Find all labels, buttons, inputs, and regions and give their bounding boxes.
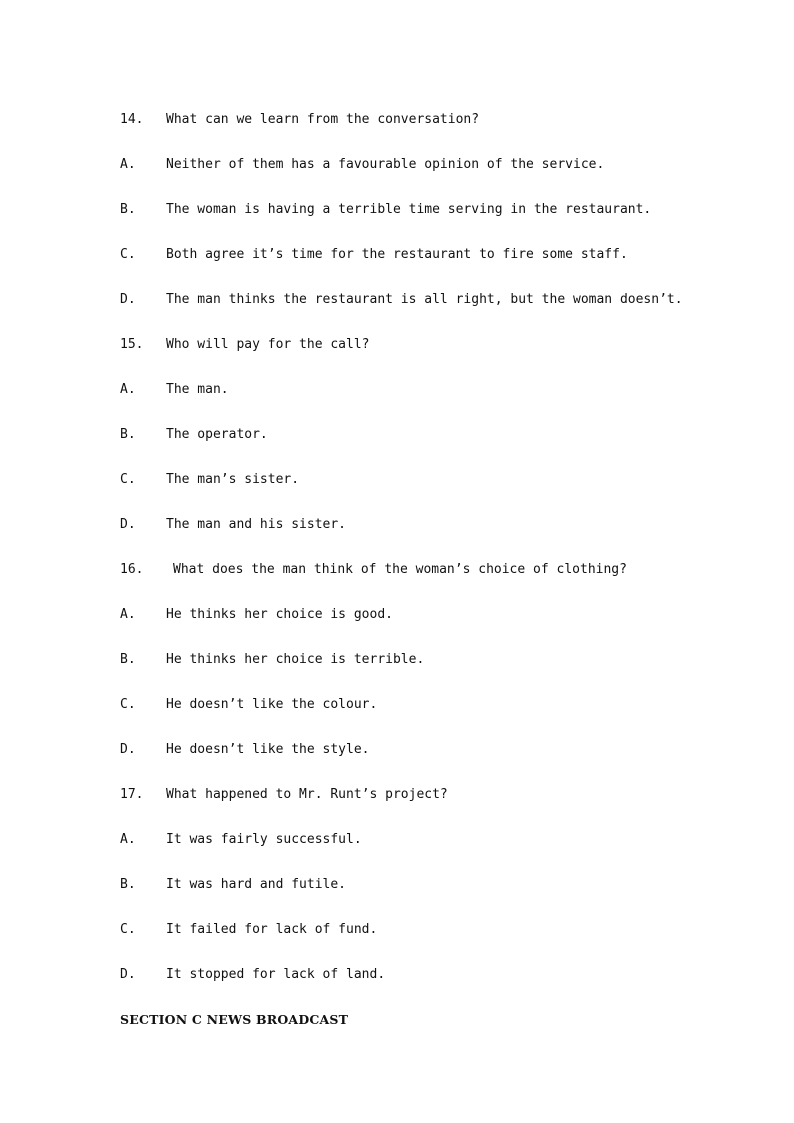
option-16-c xyxy=(120,695,760,740)
option-letter: B. xyxy=(120,652,136,667)
option-text: The man. xyxy=(166,382,229,397)
option-16-b xyxy=(120,650,760,695)
option-14-a xyxy=(120,155,760,200)
question-14 xyxy=(120,110,760,155)
question-text: What can we learn from the conversation? xyxy=(166,112,480,127)
option-letter: D. xyxy=(120,742,136,757)
option-letter: C. xyxy=(120,247,136,262)
option-text: It stopped for lack of land. xyxy=(166,967,386,982)
question-16 xyxy=(120,560,760,605)
option-text: It was hard and futile. xyxy=(166,877,347,892)
question-number: 16. xyxy=(120,562,144,577)
option-text: The man thinks the restaurant is all right, but the woman doesn’t. xyxy=(166,292,683,307)
option-14-b xyxy=(120,200,760,245)
question-15 xyxy=(120,335,760,380)
option-text: It was fairly successful. xyxy=(166,832,362,847)
option-17-b xyxy=(120,875,760,920)
option-16-a xyxy=(120,605,760,650)
option-letter: D. xyxy=(120,292,136,307)
option-text: Neither of them has a favourable opinion of the service. xyxy=(166,157,605,172)
option-letter: B. xyxy=(120,202,136,217)
option-text: It failed for lack of fund. xyxy=(166,922,378,937)
option-17-a xyxy=(120,830,760,875)
option-letter: A. xyxy=(120,607,136,622)
question-text: What does the man think of the woman’s choice of clothing? xyxy=(173,562,627,577)
option-letter: B. xyxy=(120,427,136,442)
option-letter: C. xyxy=(120,472,136,487)
option-14-c xyxy=(120,245,760,290)
option-letter: D. xyxy=(120,967,136,982)
option-letter: C. xyxy=(120,922,136,937)
option-letter: D. xyxy=(120,517,136,532)
option-text: The operator. xyxy=(166,427,268,442)
option-letter: B. xyxy=(120,877,136,892)
question-text: What happened to Mr. Runt’s project? xyxy=(166,787,448,802)
option-15-c xyxy=(120,470,760,515)
option-17-d xyxy=(120,965,760,1010)
option-letter: A. xyxy=(120,382,136,397)
option-text: The man’s sister. xyxy=(166,472,300,487)
question-text: Who will pay for the call? xyxy=(166,337,370,352)
option-14-d xyxy=(120,290,760,335)
option-17-c xyxy=(120,920,760,965)
option-letter: C. xyxy=(120,697,136,712)
question-number: 15. xyxy=(120,337,144,352)
option-text: Both agree it’s time for the restaurant to fire some staff. xyxy=(166,247,628,262)
section-heading: SECTION C NEWS BROADCAST xyxy=(120,1012,349,1027)
option-letter: A. xyxy=(120,157,136,172)
option-text: The man and his sister. xyxy=(166,517,347,532)
question-17 xyxy=(120,785,760,830)
option-15-d xyxy=(120,515,760,560)
option-letter: A. xyxy=(120,832,136,847)
option-15-a xyxy=(120,380,760,425)
option-15-b xyxy=(120,425,760,470)
option-16-d xyxy=(120,740,760,785)
option-text: He thinks her choice is terrible. xyxy=(166,652,425,667)
option-text: He doesn’t like the colour. xyxy=(166,697,378,712)
option-text: He doesn’t like the style. xyxy=(166,742,370,757)
option-text: The woman is having a terrible time serving in the restaurant. xyxy=(166,202,652,217)
question-number: 14. xyxy=(120,112,144,127)
option-text: He thinks her choice is good. xyxy=(166,607,393,622)
question-number: 17. xyxy=(120,787,144,802)
question-list xyxy=(120,110,760,1055)
